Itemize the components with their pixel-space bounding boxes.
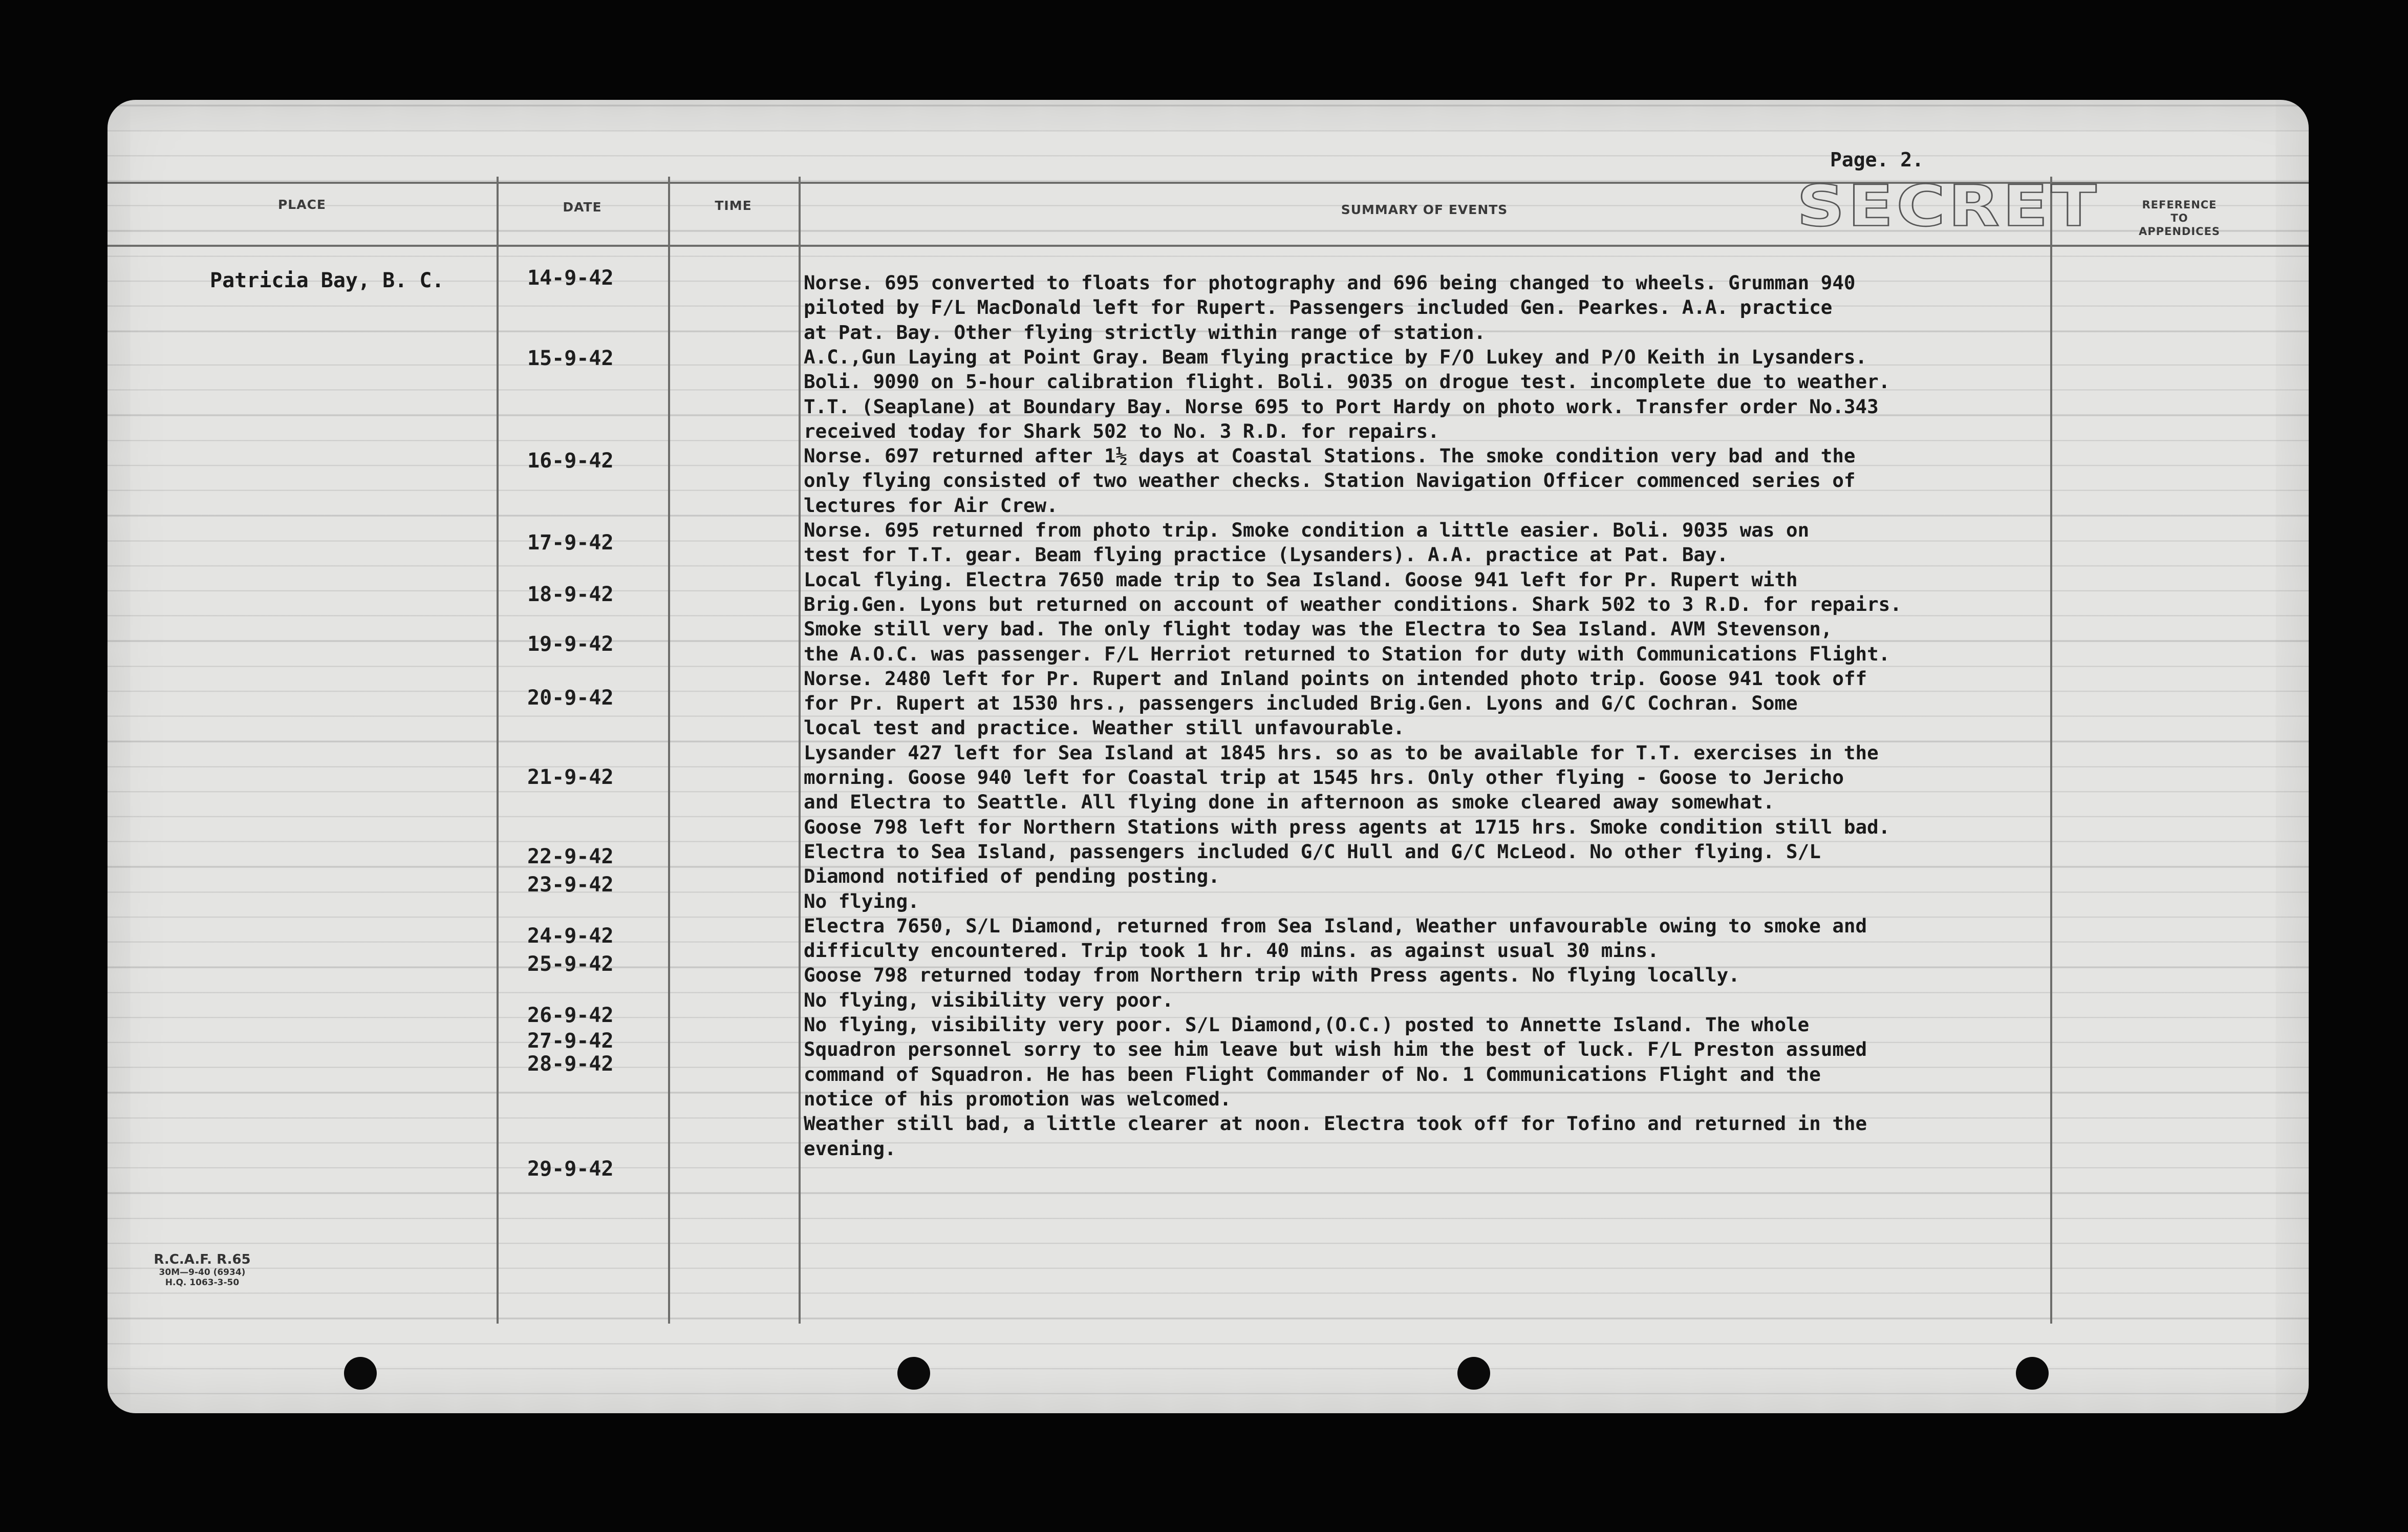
place-entry: Patricia Bay, B. C. — [210, 269, 444, 292]
event-text-line: Smoke still very bad. The only flight today was the Electra to Sea Island. AVM Stevenson, — [804, 618, 1833, 641]
event-text-line: morning. Goose 940 left for Coastal trip at 1545 hrs. Only other flying - Goose to Jericho — [804, 766, 1844, 789]
event-text-line: T.T. (Seaplane) at Boundary Bay. Norse 695 to Port Hardy on photo work. Transfer order No.343 — [804, 395, 1879, 418]
date-entry: 15-9-42 — [527, 347, 614, 370]
date-entry: 20-9-42 — [527, 686, 614, 710]
event-text-line: Goose 798 returned today from Northern trip with Press agents. No flying locally. — [804, 964, 1740, 987]
date-entry: 22-9-42 — [527, 845, 614, 868]
event-text-line: Weather still bad, a little clearer at noon. Electra took off for Tofino and returned in the — [804, 1112, 1867, 1135]
header-bottom-rule — [107, 245, 2309, 247]
event-text-line: Electra to Sea Island, passengers included G/C Hull and G/C McLeod. No other flying. S/L — [804, 840, 1821, 863]
header-place: PLACE — [277, 197, 327, 212]
event-text-line: notice of his promotion was welcomed. — [804, 1087, 1232, 1110]
log-sheet — [107, 100, 2309, 1413]
column-divider-summary-reference — [2050, 177, 2052, 1324]
event-text-line: No flying, visibility very poor. — [804, 988, 1174, 1011]
event-text-line: Norse. 695 returned from photo trip. Smoke condition a little easier. Boli. 9035 was on — [804, 519, 1810, 541]
date-entry: 16-9-42 — [527, 449, 614, 473]
event-text-line: Goose 798 left for Northern Stations with press agents at 1715 hrs. Smoke condition still bad. — [804, 815, 1890, 838]
event-text-line: local test and practice. Weather still unfavourable. — [804, 716, 1405, 739]
event-text-line: Norse. 697 returned after 1½ days at Coastal Stations. The smoke condition very bad and the — [804, 444, 1856, 467]
event-text-line: Electra 7650, S/L Diamond, returned from Sea Island, Weather unfavourable owing to smoke and — [804, 914, 1867, 937]
event-text-line: A.C.,Gun Laying at Point Gray. Beam flying practice by F/O Lukey and P/O Keith in Lysanders. — [804, 345, 1867, 368]
event-text-line: Diamond notified of pending posting. — [804, 865, 1220, 888]
header-reference-line-1: REFERENCE — [2142, 199, 2217, 211]
date-entry: 18-9-42 — [527, 583, 614, 606]
event-text-line: No flying. — [804, 889, 919, 912]
date-entry: 26-9-42 — [527, 1004, 614, 1027]
event-text-line: Norse. 2480 left for Pr. Rupert and Inland points on intended photo trip. Goose 941 took off — [804, 667, 1867, 690]
header-time: TIME — [715, 198, 752, 213]
event-text-line: lectures for Air Crew. — [804, 494, 1058, 517]
event-text-line: Brig.Gen. Lyons but returned on account of weather conditions. Shark 502 to 3 R.D. for repairs. — [804, 592, 1902, 615]
binder-hole — [2016, 1357, 2049, 1390]
form-line-2: 30M—9-40 (6934) — [159, 1267, 246, 1278]
date-entry: 17-9-42 — [527, 531, 614, 555]
event-text-line: piloted by F/L MacDonald left for Rupert. Passengers included Gen. Pearkes. A.A. practice — [804, 296, 1833, 319]
event-text-line: for Pr. Rupert at 1530 hrs., passengers included Brig.Gen. Lyons and G/C Cochran. Some — [804, 692, 1798, 715]
event-text-line: difficulty encountered. Trip took 1 hr. 40 mins. as against usual 30 mins. — [804, 939, 1659, 962]
header-date: DATE — [563, 200, 602, 215]
event-text-line: Local flying. Electra 7650 made trip to Sea Island. Goose 941 left for Pr. Rupert with — [804, 568, 1798, 591]
event-text-line: at Pat. Bay. Other flying strictly within range of station. — [804, 321, 1486, 344]
date-entry: 14-9-42 — [527, 266, 614, 290]
event-text-line: Lysander 427 left for Sea Island at 1845 hrs. so as to be available for T.T. exercises in the — [804, 741, 1879, 764]
column-divider-time-summary — [799, 177, 801, 1324]
event-text-line: Norse. 695 converted to floats for photography and 696 being changed to wheels. Grumman 940 — [804, 271, 1856, 294]
date-entry: 29-9-42 — [527, 1157, 614, 1181]
date-entry: 27-9-42 — [527, 1029, 614, 1053]
binder-hole — [1457, 1357, 1490, 1390]
form-line-1: R.C.A.F. R.65 — [154, 1252, 251, 1267]
header-reference-line-3: APPENDICES — [2138, 225, 2221, 238]
event-text-line: test for T.T. gear. Beam flying practice (Lysanders). A.A. practice at Pat. Bay. — [804, 543, 1729, 566]
binder-hole — [897, 1357, 930, 1390]
header-summary: SUMMARY OF EVENTS — [1341, 202, 1508, 217]
binder-hole — [344, 1357, 377, 1390]
event-text-line: Squadron personnel sorry to see him leave but wish him the best of luck. F/L Preston assumed — [804, 1038, 1867, 1061]
date-entry: 25-9-42 — [527, 952, 614, 976]
date-entry: 24-9-42 — [527, 924, 614, 948]
date-entry: 28-9-42 — [527, 1052, 614, 1076]
page-number: Page. 2. — [1830, 148, 1924, 171]
event-text-line: received today for Shark 502 to No. 3 R.D. for repairs. — [804, 419, 1439, 442]
date-entry: 21-9-42 — [527, 765, 614, 789]
header-reference-line-2: TO — [2170, 212, 2188, 224]
form-number — [138, 1252, 266, 1288]
secret-stamp: SECRET — [1797, 173, 2100, 239]
column-divider-place-date — [497, 177, 499, 1324]
form-line-3: H.Q. 1063-3-50 — [165, 1278, 240, 1288]
event-text-line: and Electra to Seattle. All flying done in afternoon as smoke cleared away somewhat. — [804, 791, 1775, 814]
event-text-line: Boli. 9090 on 5-hour calibration flight. Boli. 9035 on drogue test. incomplete due to weather. — [804, 370, 1890, 393]
date-entry: 19-9-42 — [527, 632, 614, 656]
event-text-line: evening. — [804, 1137, 896, 1160]
column-divider-date-time — [668, 177, 670, 1324]
event-text-line: command of Squadron. He has been Flight Commander of No. 1 Communications Flight and the — [804, 1062, 1821, 1086]
date-entry: 23-9-42 — [527, 873, 614, 897]
event-text-line: No flying, visibility very poor. S/L Diamond,(O.C.) posted to Annette Island. The whole — [804, 1013, 1810, 1036]
event-text-line: the A.O.C. was passenger. F/L Herriot returned to Station for duty with Communications Flight. — [804, 642, 1890, 665]
event-text-line: only flying consisted of two weather checks. Station Navigation Officer commenced series of — [804, 469, 1856, 492]
